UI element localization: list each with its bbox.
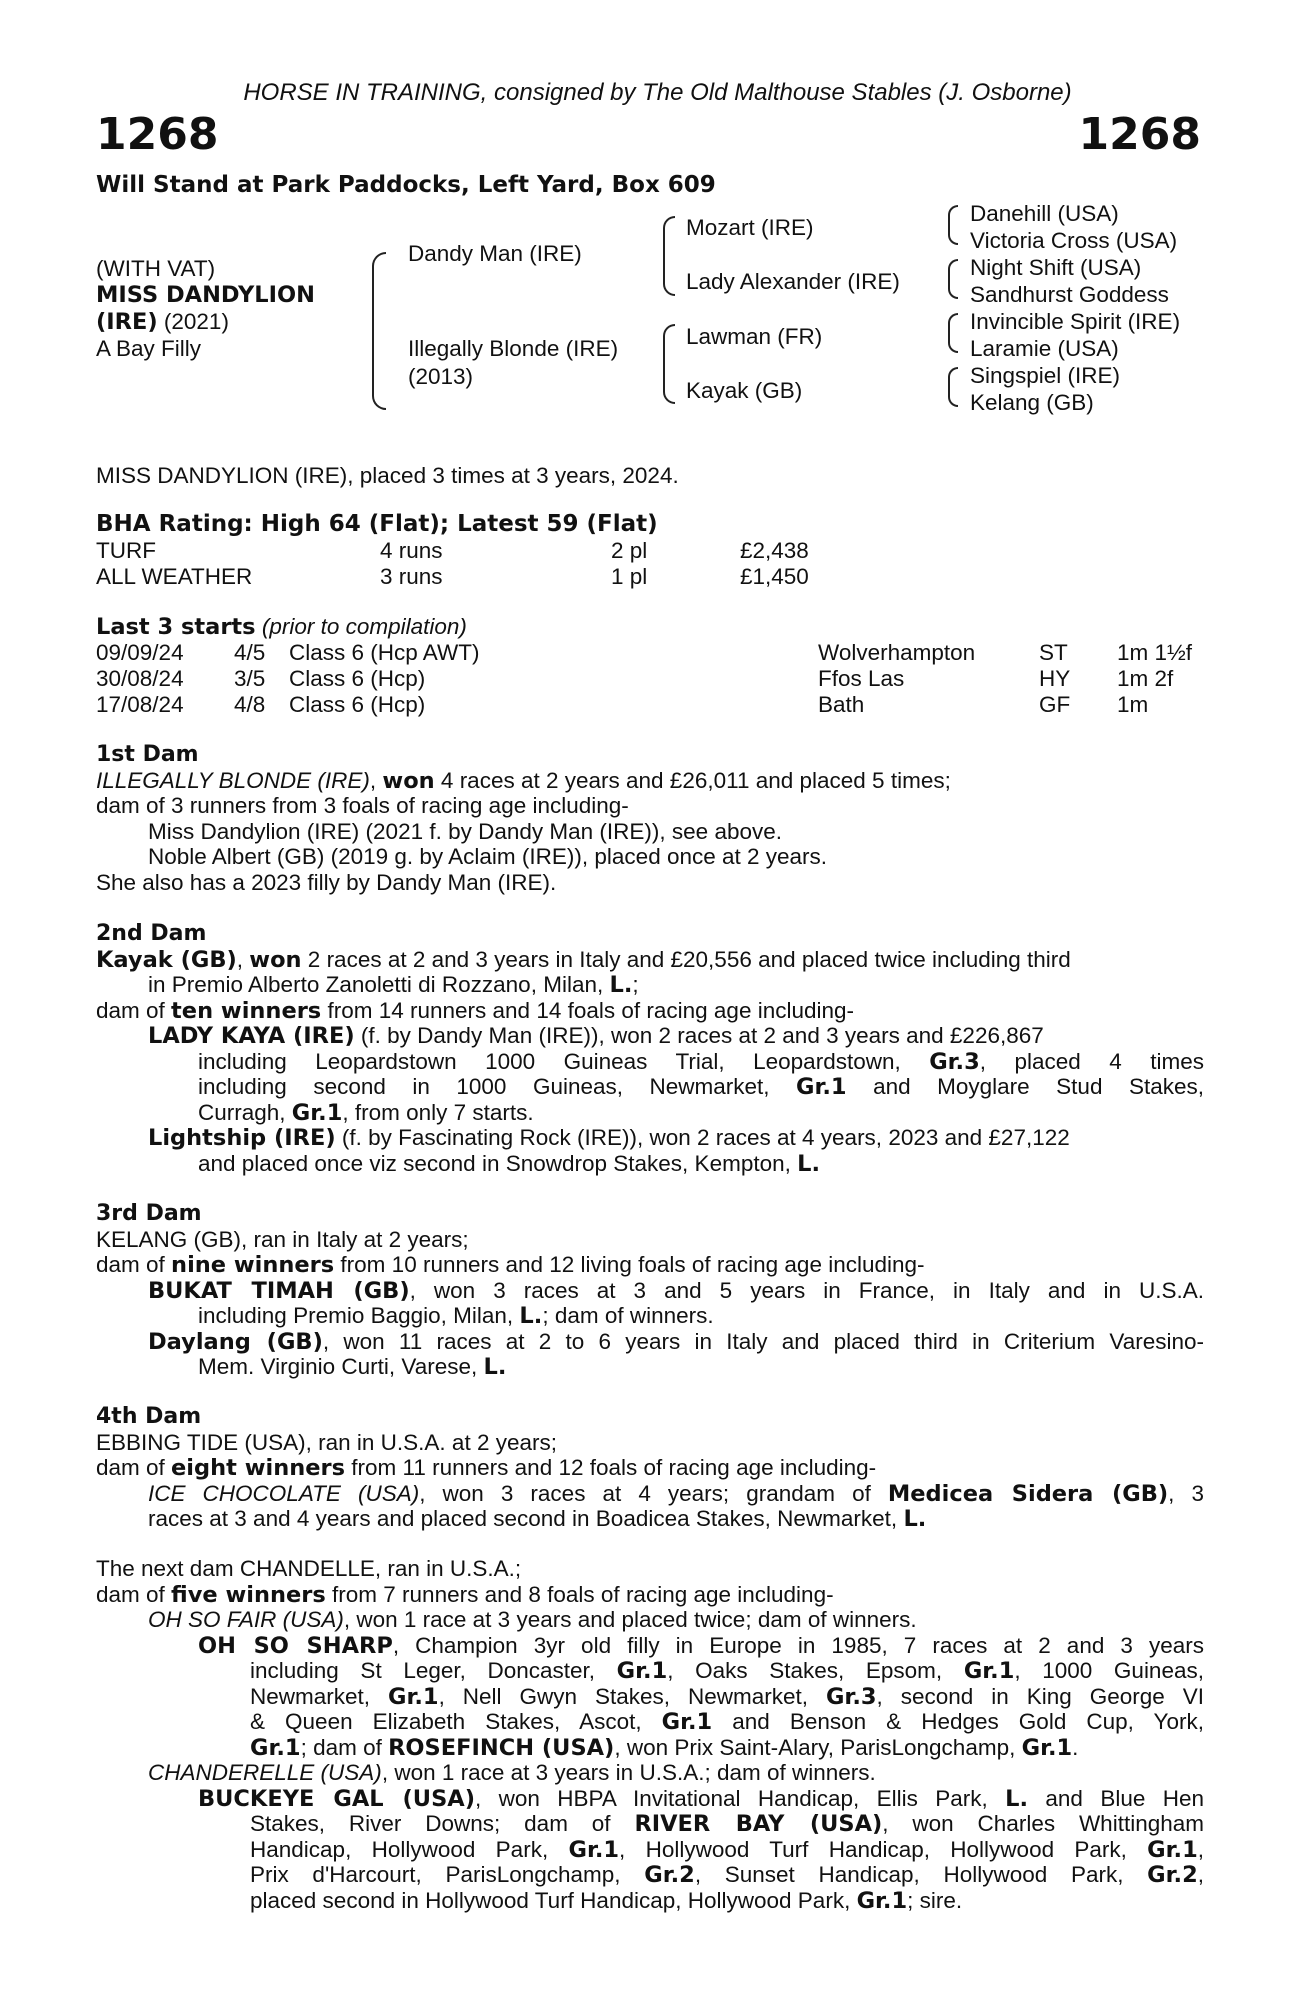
section-heading: 1st Dam (96, 742, 199, 767)
pedigree-bracket-main (372, 252, 386, 410)
start-distance: 1m 1½f (1117, 640, 1193, 665)
sire-dam: Lady Alexander (IRE) (686, 269, 900, 294)
progeny-line: and placed once viz second in Snowdrop Stakes, Kempton, L. (198, 1150, 821, 1177)
stable-location: Will Stand at Park Paddocks, Left Yard, Box 609 (96, 172, 716, 198)
granddam-2: Sandhurst Goddess (970, 282, 1169, 307)
bha-runs: 3 runs (380, 564, 443, 589)
grandsire-2: Night Shift (USA) (970, 255, 1142, 280)
section-heading: 3rd Dam (96, 1201, 202, 1226)
start-position: 3/5 (234, 666, 266, 691)
start-going: HY (1039, 666, 1071, 691)
sire: Dandy Man (IRE) (408, 241, 582, 266)
start-position: 4/8 (234, 692, 266, 717)
dam: Illegally Blonde (IRE) (408, 336, 619, 361)
bha-surface: TURF (96, 538, 156, 563)
start-row (0, 666, 1315, 692)
pedigree-bracket-g3 (948, 313, 958, 353)
section-heading: 2nd Dam (96, 921, 207, 946)
progeny-line: including St Leger, Doncaster, Gr.1, Oaks Stakes, Epsom, Gr.1, 1000 Guineas, (250, 1658, 1204, 1684)
fourth-dam-section (96, 1404, 1204, 1532)
progeny-line: & Queen Elizabeth Stakes, Ascot, Gr.1 and Benson & Hedges Gold Cup, York, (250, 1709, 1204, 1735)
granddam-3: Laramie (USA) (970, 336, 1119, 361)
start-row (0, 692, 1315, 718)
second-dam-section (96, 921, 1204, 1176)
last-starts-title: Last 3 starts (prior to compilation) (96, 614, 467, 640)
pedigree-bracket-g1 (948, 205, 958, 245)
next-dam-section (96, 1556, 1204, 1913)
start-date: 30/08/24 (96, 666, 184, 691)
horse-name: MISS DANDYLION (96, 282, 315, 308)
start-course: Ffos Las (818, 666, 905, 691)
dam-line: dam of nine winners from 10 runners and 12 living foals of racing age including- (96, 1252, 925, 1278)
lot-number-left: 1268 (96, 109, 219, 160)
dam-line: dam of ten winners from 14 runners and 14 foals of racing age including- (96, 997, 855, 1024)
progeny-line: races at 3 and 4 years and placed second in Boadicea Stakes, Newmarket, L. (148, 1506, 927, 1532)
progeny-line: Gr.1; dam of ROSEFINCH (USA), won Prix Saint-Alary, ParisLongchamp, Gr.1. (250, 1734, 1079, 1761)
start-distance: 1m 2f (1117, 666, 1174, 691)
horse-origin-year: (IRE) (2021) (96, 309, 229, 335)
start-race: Class 6 (Hcp) (289, 692, 426, 717)
progeny-line: ICE CHOCOLATE (USA), won 3 races at 4 years; grandam of Medicea Sidera (GB), 3 (148, 1480, 1204, 1506)
start-position: 4/5 (234, 640, 266, 665)
bha-runs: 4 runs (380, 538, 443, 563)
progeny-line: Handicap, Hollywood Park, Gr.1, Hollywood Turf Handicap, Hollywood Park, Gr.1, (250, 1836, 1204, 1862)
grandsire-1: Danehill (USA) (970, 201, 1119, 226)
progeny-line: BUCKEYE GAL (USA), won HBPA Invitational Handicap, Ellis Park, L. and Blue Hen (198, 1785, 1204, 1811)
bha-earnings: £1,450 (740, 564, 809, 589)
bha-placed: 1 pl (611, 564, 648, 589)
dam-line: KELANG (GB), ran in Italy at 2 years; (96, 1226, 469, 1252)
granddam-1: Victoria Cross (USA) (970, 228, 1178, 253)
vat-note: (WITH VAT) (96, 256, 216, 281)
dam-line: dam of eight winners from 11 runners and 12 foals of racing age including- (96, 1455, 877, 1481)
progeny-line: Stakes, River Downs; dam of RIVER BAY (USA), won Charles Whittingham (250, 1811, 1204, 1837)
start-distance: 1m (1117, 692, 1149, 717)
sire-sire: Mozart (IRE) (686, 215, 814, 240)
bha-row (0, 538, 1315, 564)
bha-earnings: £2,438 (740, 538, 809, 563)
third-dam-section (96, 1201, 1204, 1380)
progeny-line: Prix d'Harcourt, ParisLongchamp, Gr.2, Sunset Handicap, Hollywood Park, Gr.2, (250, 1862, 1204, 1888)
start-date: 09/09/24 (96, 640, 184, 665)
first-dam-section (96, 742, 1204, 895)
progeny-line: Curragh, Gr.1, from only 7 starts. (198, 1099, 534, 1126)
progeny-line: including Leopardstown 1000 Guineas Trial, Leopardstown, Gr.3, placed 4 times (198, 1048, 1204, 1074)
bha-rating-title: BHA Rating: High 64 (Flat); Latest 59 (Flat) (96, 511, 658, 537)
progeny-line: LADY KAYA (IRE) (f. by Dandy Man (IRE)), won 2 races at 2 and 3 years and £226,867 (148, 1023, 1044, 1049)
dam-line: in Premio Alberto Zanoletti di Rozzano, Milan, L.; (148, 972, 639, 998)
progeny-line: Newmarket, Gr.1, Nell Gwyn Stakes, Newmarket, Gr.3, second in King George VI (250, 1683, 1204, 1709)
grandsire-3: Invincible Spirit (IRE) (970, 309, 1181, 334)
start-row (0, 640, 1315, 666)
progeny-line: Mem. Virginio Curti, Varese, L. (198, 1354, 507, 1380)
dam-sire: Lawman (FR) (686, 324, 823, 349)
progeny-line: including Premio Baggio, Milan, L.; dam of winners. (198, 1303, 714, 1329)
start-going: GF (1039, 692, 1071, 717)
consignment-line: HORSE IN TRAINING, consigned by The Old Malthouse Stables (J. Osborne) (243, 79, 1072, 106)
start-date: 17/08/24 (96, 692, 184, 717)
progeny-line: OH SO SHARP, Champion 3yr old filly in Europe in 1985, 7 races at 2 and 3 years (198, 1632, 1204, 1658)
bha-placed: 2 pl (611, 538, 648, 563)
start-course: Bath (818, 692, 865, 717)
progeny-line: Lightship (IRE) (f. by Fascinating Rock (IRE)), won 2 races at 4 years, 2023 and £27,122 (148, 1125, 1070, 1151)
dam-year: (2013) (408, 364, 474, 389)
pedigree-bracket-g2 (948, 259, 958, 299)
start-race: Class 6 (Hcp AWT) (289, 640, 480, 665)
bha-row (0, 564, 1315, 590)
start-course: Wolverhampton (818, 640, 976, 665)
horse-description: A Bay Filly (96, 336, 202, 361)
start-going: ST (1039, 640, 1068, 665)
dam-line: EBBING TIDE (USA), ran in U.S.A. at 2 years; (96, 1429, 557, 1455)
progeny-line: CHANDERELLE (USA), won 1 race at 3 years in U.S.A.; dam of winners. (148, 1760, 876, 1785)
bha-surface: ALL WEATHER (96, 564, 253, 589)
progeny-line: Daylang (GB), won 11 races at 2 to 6 years in Italy and placed third in Criterium Varesino- (148, 1328, 1204, 1354)
progeny-line: Noble Albert (GB) (2019 g. by Aclaim (IRE)), placed once at 2 years. (148, 844, 828, 869)
progeny-line: BUKAT TIMAH (GB), won 3 races at 3 and 5 years in France, in Italy and in U.S.A. (148, 1277, 1204, 1303)
dam-line: She also has a 2023 filly by Dandy Man (IRE). (96, 869, 557, 895)
section-heading: 4th Dam (96, 1404, 202, 1429)
pedigree-bracket-dam (663, 324, 675, 404)
grandsire-4: Singspiel (IRE) (970, 363, 1121, 388)
dam-line: Kayak (GB), won 2 races at 2 and 3 years in Italy and £20,556 and placed twice including third (96, 946, 1071, 973)
start-race: Class 6 (Hcp) (289, 666, 426, 691)
pedigree-bracket-sire (663, 216, 675, 296)
dam-dam: Kayak (GB) (686, 378, 803, 403)
progeny-line: including second in 1000 Guineas, Newmarket, Gr.1 and Moyglare Stud Stakes, (198, 1074, 1204, 1100)
lot-number-right: 1268 (1078, 109, 1201, 160)
dam-line: ILLEGALLY BLONDE (IRE), won 4 races at 2 years and £26,011 and placed 5 times; (96, 767, 951, 794)
dam-line: dam of 3 runners from 3 foals of racing age including- (96, 793, 629, 818)
progeny-line: Miss Dandylion (IRE) (2021 f. by Dandy Man (IRE)), see above. (148, 818, 782, 844)
pedigree-bracket-g4 (948, 367, 958, 407)
granddam-4: Kelang (GB) (970, 390, 1094, 415)
dam-line: dam of five winners from 7 runners and 8 foals of racing age including- (96, 1581, 834, 1608)
dam-line: The next dam CHANDELLE, ran in U.S.A.; (96, 1556, 522, 1581)
progeny-line: placed second in Hollywood Turf Handicap, Hollywood Park, Gr.1; sire. (250, 1887, 963, 1914)
progeny-line: OH SO FAIR (USA), won 1 race at 3 years and placed twice; dam of winners. (148, 1607, 917, 1632)
race-summary: MISS DANDYLION (IRE), placed 3 times at 3 years, 2024. (96, 463, 679, 488)
